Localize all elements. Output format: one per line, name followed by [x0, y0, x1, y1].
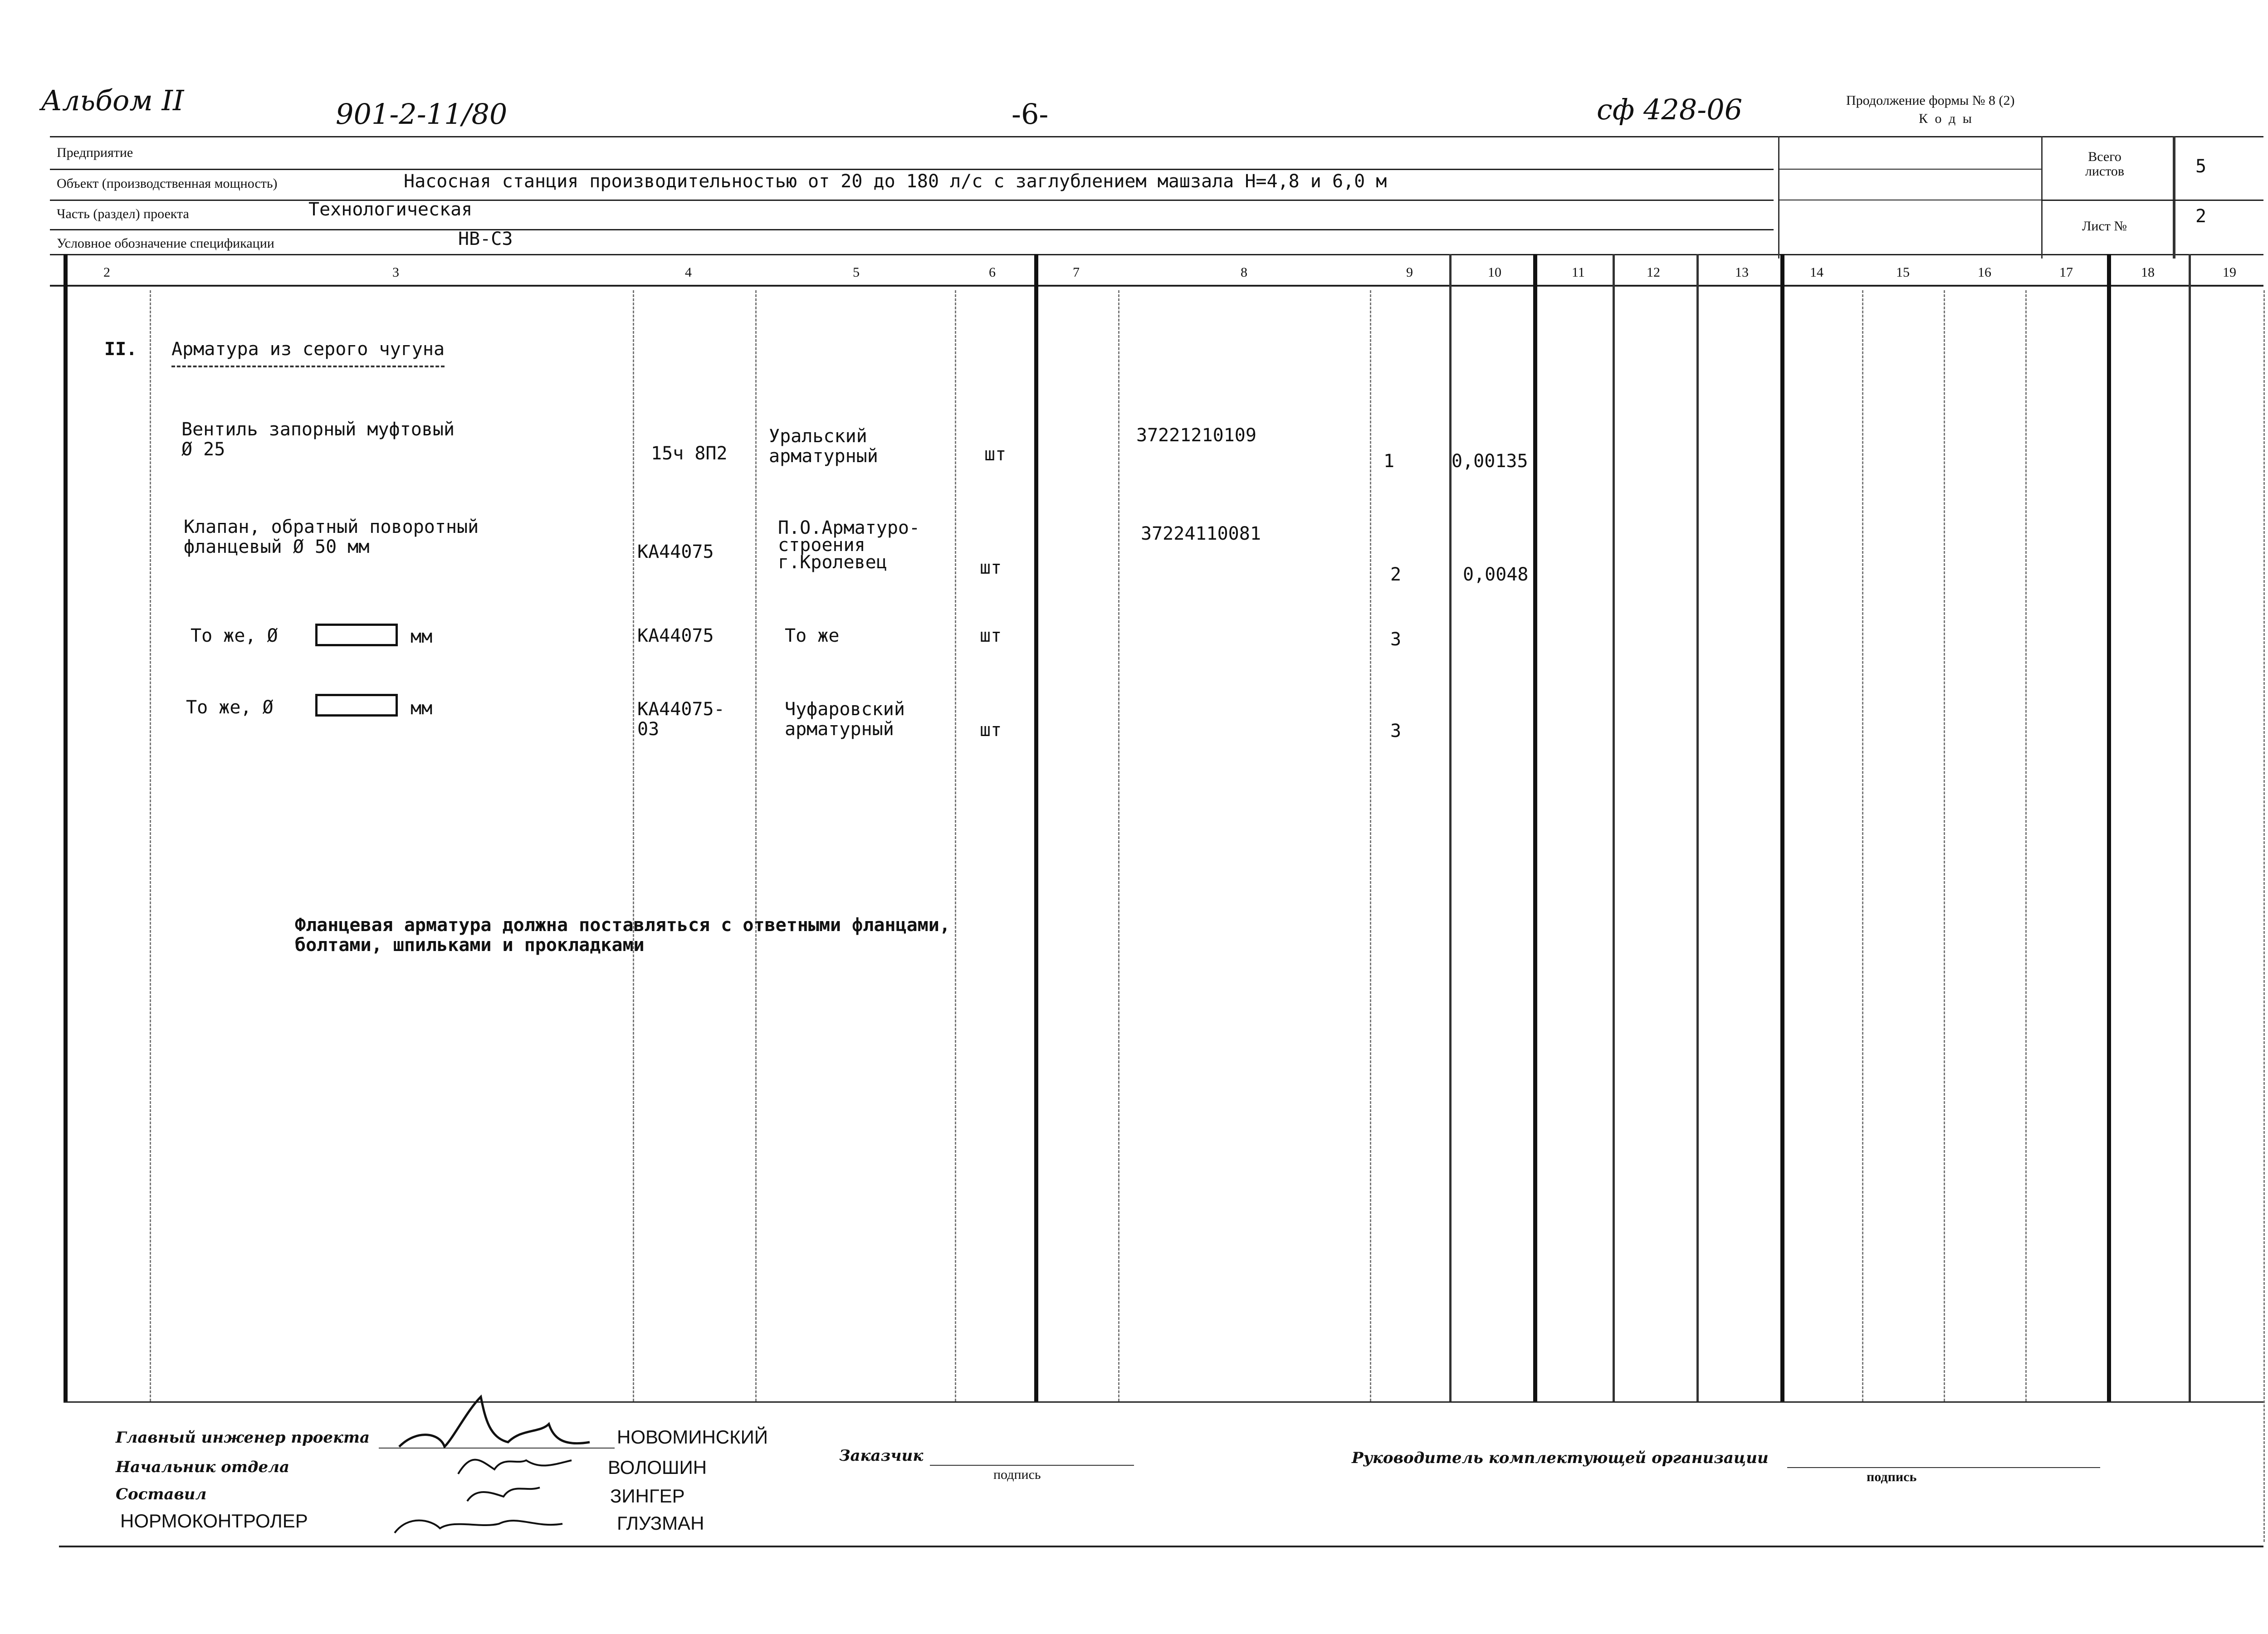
column-number-9: 9: [1406, 265, 1413, 280]
column-number-13: 13: [1735, 265, 1749, 280]
grid-line-3: [633, 290, 634, 1401]
customer-signature-caption: подпись: [993, 1467, 1041, 1482]
grid-line-15: [1944, 290, 1945, 1401]
column-number-12: 12: [1647, 265, 1660, 280]
row-1-name: Вентиль запорный муфтовый Ø 25: [181, 419, 455, 460]
grid-line-5: [955, 290, 956, 1401]
column-number-4: 4: [685, 265, 692, 280]
row-2-qty: 2: [1390, 564, 1402, 585]
grid-line-11: [1613, 254, 1615, 1401]
row-3-maker: То же: [785, 625, 840, 646]
grid-line-12: [1696, 254, 1699, 1401]
header-rule-3: [50, 229, 1774, 230]
form-note: Продолжение формы № 8 (2): [1846, 93, 2015, 108]
row-2-code: 37224110081: [1141, 523, 1261, 544]
row-1-type: 15ч 8П2: [651, 443, 728, 464]
header-bottom-rule: [50, 254, 2263, 255]
row-3-qty: 3: [1390, 629, 1402, 650]
compiled-name: ЗИНГЕР: [610, 1485, 685, 1507]
column-number-18: 18: [2141, 265, 2155, 280]
column-number-16: 16: [1978, 265, 1991, 280]
column-number-17: 17: [2059, 265, 2073, 280]
row-1-mass: 0,00135: [1452, 451, 1528, 472]
supplier-signature-caption: подпись: [1867, 1469, 1917, 1484]
column-number-15: 15: [1896, 265, 1910, 280]
section-title: Арматура из серого чугуна: [171, 339, 445, 367]
row-3-name-unit: мм: [411, 626, 433, 647]
column-number-10: 10: [1488, 265, 1501, 280]
column-number-3: 3: [392, 265, 399, 280]
normcontrol-label: НОРМОКОНТРОЛЕР: [120, 1510, 308, 1532]
row-1-unit: шт: [984, 444, 1007, 465]
grid-line-left: [64, 254, 68, 1401]
grid-line-14: [1862, 290, 1863, 1401]
enterprise-label: Предприятие: [57, 145, 133, 160]
grid-line-2: [150, 290, 151, 1401]
grid-line-6: [1034, 254, 1038, 1401]
grid-line-8: [1370, 290, 1371, 1401]
sheet-number-value: 2: [2195, 206, 2207, 227]
chief-engineer-label: Главный инженер проекта: [116, 1429, 370, 1447]
row-3-name: То же, Ø: [191, 625, 278, 646]
row-2-maker: П.О.Арматуро- строения г.Кролевец: [778, 517, 920, 573]
column-number-6: 6: [989, 265, 996, 280]
column-number-7: 7: [1073, 265, 1080, 280]
total-sheets-label: Всего листов: [2085, 149, 2125, 179]
part-label: Часть (раздел) проекта: [57, 206, 189, 221]
total-sheets-value: 5: [2195, 156, 2207, 177]
row-4-type: КА44075- 03: [637, 699, 725, 740]
code-value: НВ-С3: [458, 229, 513, 249]
compiled-label: Составил: [116, 1485, 207, 1503]
grid-line-17: [2107, 254, 2111, 1401]
page-bottom-rule: [59, 1546, 2263, 1547]
row-4-qty: 3: [1390, 721, 1402, 741]
column-number-14: 14: [1810, 265, 1823, 280]
row-1-code: 37221210109: [1136, 425, 1256, 446]
customer-label: Заказчик: [839, 1447, 924, 1465]
grid-line-16: [2025, 290, 2027, 1401]
row-3-unit: шт: [980, 625, 1002, 646]
sheet-reference: сф 428-06: [1597, 93, 1743, 126]
row-1-maker: Уральский арматурный: [769, 426, 878, 467]
grid-line-right: [2263, 290, 2265, 1542]
row-4-unit: шт: [980, 720, 1002, 741]
code-label: Условное обозначение спецификации: [57, 236, 274, 251]
album-label: Альбом II: [41, 84, 184, 117]
row-3-type: КА44075: [637, 625, 714, 646]
customer-signature-line: [930, 1465, 1134, 1466]
normcontrol-name: ГЛУЗМАН: [617, 1512, 704, 1534]
column-number-19: 19: [2223, 265, 2236, 280]
object-label: Объект (производственная мощность): [57, 176, 278, 191]
column-number-5: 5: [853, 265, 860, 280]
dept-head-name: ВОЛОШИН: [608, 1457, 707, 1478]
column-number-11: 11: [1572, 265, 1585, 280]
codes-divider: [1778, 136, 1779, 259]
column-number-8: 8: [1241, 265, 1247, 280]
project-code: 901-2-11/80: [336, 98, 508, 131]
row-4-name: То же, Ø: [186, 697, 274, 718]
chief-engineer-name: НОВОМИНСКИЙ: [617, 1426, 768, 1448]
dept-head-label: Начальник отдела: [116, 1458, 289, 1476]
grid-line-10: [1533, 254, 1537, 1401]
flange-note: Фланцевая арматура должна поставляться с ответными фланцами, болтами, шпильками и прокладками: [295, 915, 950, 956]
row-2-type: КА44075: [637, 541, 714, 562]
column-numbers-rule: [50, 285, 2263, 287]
row-3-diameter-blank: [315, 624, 398, 646]
grid-line-7: [1118, 290, 1119, 1401]
part-value: Технологическая: [308, 199, 473, 220]
supplier-label: Руководитель комплектующей организации: [1352, 1449, 1769, 1467]
page-number: -6-: [1012, 98, 1049, 131]
grid-line-9: [1449, 254, 1452, 1401]
codes-divider-2: [2041, 136, 2043, 259]
sheets-divider: [2173, 136, 2175, 259]
supplier-signature-line: [1787, 1467, 2100, 1468]
codes-label: К о д ы: [1919, 111, 1974, 126]
object-value: Насосная станция производительностью от 20 до 180 л/с с заглублением машзала Н=4,8 и 6,0 м: [404, 171, 1387, 192]
codes-rule-1: [1778, 169, 2041, 170]
signature-scribbles: [390, 1379, 617, 1551]
section-number: II.: [104, 339, 137, 360]
row-2-mass: 0,0048: [1463, 564, 1529, 585]
grid-line-18: [2189, 254, 2191, 1401]
sheets-rule: [2041, 200, 2263, 201]
header-top-rule: [50, 136, 2263, 137]
header-rule-1: [50, 169, 1774, 170]
row-4-name-unit: мм: [411, 698, 433, 719]
grid-line-4: [755, 290, 757, 1401]
row-4-maker: Чуфаровский арматурный: [785, 699, 905, 740]
row-1-qty: 1: [1383, 451, 1395, 472]
row-2-unit: шт: [980, 557, 1002, 578]
row-4-diameter-blank: [315, 694, 398, 717]
column-number-2: 2: [103, 265, 110, 280]
grid-line-13: [1780, 254, 1784, 1401]
sheet-number-label: Лист №: [2082, 219, 2127, 234]
row-2-name: Клапан, обратный поворотный фланцевый Ø 50 мм: [184, 517, 479, 557]
